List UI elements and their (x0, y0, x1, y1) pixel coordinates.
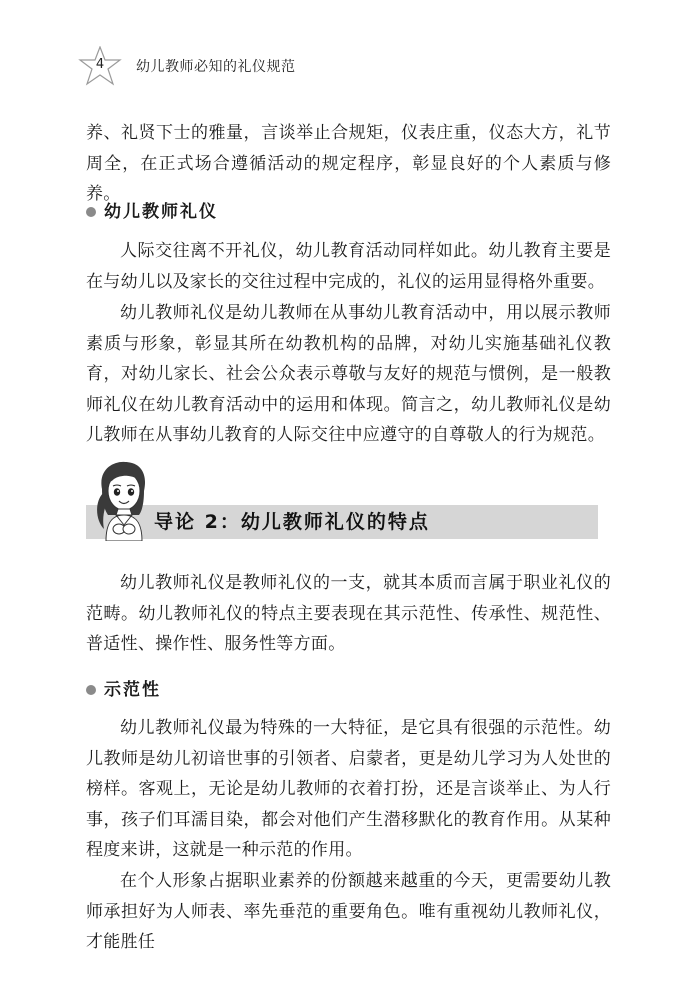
banner-title: 导论 2：幼儿教师礼仪的特点 (154, 511, 430, 533)
teacher-cartoon-illustration (92, 459, 154, 541)
book-title: 幼儿教师必知的礼仪规范 (136, 59, 296, 75)
paragraph-continued: 养、礼贤下士的雅量，言谈举止合规矩，仪表庄重，仪态大方，礼节周全，在正式场合遵循活动的规定程序，彰显良好的个人素质与修养。 (86, 123, 611, 204)
running-header (78, 46, 378, 86)
bullet-icon (86, 685, 96, 695)
page-number: 4 (95, 57, 105, 72)
paragraph: 在个人形象占据职业素养的份额越来越重的今天，更需要幼儿教师承担好为人师表、率先垂范的重要角色。唯有重视幼儿教师礼仪，才能胜任 (86, 871, 611, 952)
bullet-icon (86, 207, 96, 217)
section-title: 幼儿教师礼仪 (104, 202, 218, 222)
paragraph: 幼儿教师礼仪是幼儿教师在从事幼儿教育活动中，用以展示教师素质与形象，彰显其所在幼教机构的品牌，对幼儿实施基础礼仪教育，对幼儿家长、社会公众表示尊敬与友好的规范与惯例，是一般教师礼仪在幼儿教育活动中的运用和体现。简言之，幼儿教师礼仪是幼儿教师在从事幼儿教育的人际交往中应遵守的自尊敬人的行为规范。 (86, 303, 611, 445)
section-title: 示范性 (104, 680, 161, 700)
paragraph: 幼儿教师礼仪最为特殊的一大特征，是它具有很强的示范性。幼儿教师是幼儿初谙世事的引领者、启蒙者，更是幼儿学习为人处世的榜样。客观上，无论是幼儿教师的衣着打扮，还是言谈举止、为人行事，孩子们耳濡目染，都会对他们产生潜移默化的教育作用。从某种程度来讲，这就是一种示范的作用。 (86, 718, 611, 860)
paragraph: 幼儿教师礼仪是教师礼仪的一支，就其本质而言属于职业礼仪的范畴。幼儿教师礼仪的特点主要表现在其示范性、传承性、规范性、普适性、操作性、服务性等方面。 (86, 573, 611, 654)
paragraph: 人际交往离不开礼仪，幼儿教育活动同样如此。幼儿教育主要是在与幼儿以及家长的交往过程中完成的，礼仪的运用显得格外重要。 (86, 241, 611, 292)
chapter-banner (86, 505, 598, 539)
